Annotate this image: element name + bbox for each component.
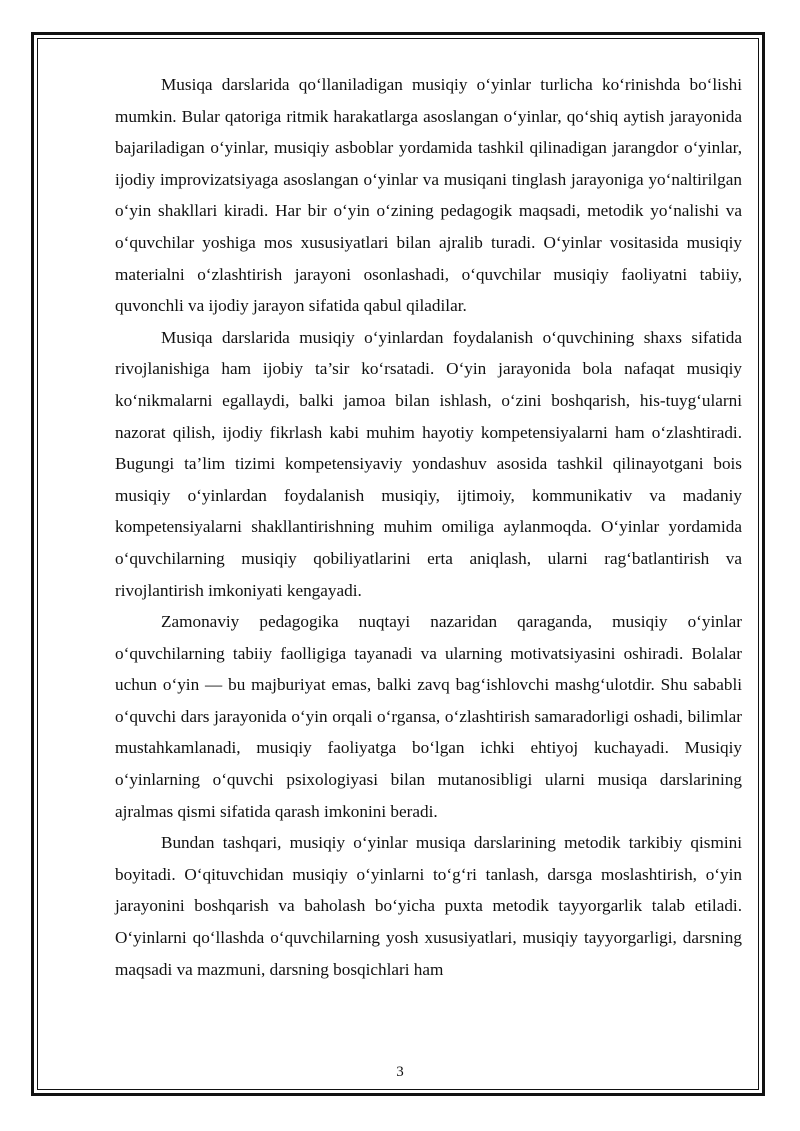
paragraph-1: Musiqa darslarida qo‘llaniladigan musiqiy o‘yinlar turlicha ko‘rinishda bo‘lishi mumkin. Bular qatoriga ritmik harakatlarga asoslangan o‘yinlar, qo‘shiq aytish jarayonida bajariladigan o‘yinlar, musiqiy asboblar yordamida tashkil qilinadigan jarangdor o‘yinlar, ijodiy improvizatsiyaga asoslangan o‘yinlar va musiqani tinglash jarayoniga yo‘naltirilgan o‘yin shakllari kiradi. Har bir o‘yin o‘zining pedagogik maqsadi, metodik yo‘nalishi va o‘quvchilar yoshiga mos xususiyatlari bilan ajralib turadi. O‘yinlar vositasida musiqiy materialni o‘zlashtirish jarayoni osonlashadi, o‘quvchilar musiqiy faoliyatni tabiiy, quvonchli va ijodiy jarayon sifatida qabul qiladilar. [115,75,742,316]
paragraph-2: Musiqa darslarida musiqiy o‘yinlardan foydalanish o‘quvchining shaxs sifatida rivojlanishiga ham ijobiy ta’sir ko‘rsatadi. O‘yin jarayonida bola nafaqat musiqiy ko‘nikmalarni egallaydi, balki jamoa bilan ishlash, o‘zini boshqarish, his-tuyg‘ularni nazorat qilish, ijodiy fikrlash kabi muhim hayotiy kompetensiyalarni ham o‘zlashtiradi. Bugungi ta’lim tizimi kompetensiyaviy yondashuv asosida tashkil qilinayotgani bois musiqiy o‘yinlardan foydalanish musiqiy, ijtimoiy, kommunikativ va madaniy kompetensiyalarni shakllantirishning muhim omiliga aylanmoqda. O‘yinlar yordamida o‘quvchilarning musiqiy qobiliyatlarini erta aniqlash, ularni rag‘batlantirish va rivojlantirish imkoniyati kengayadi. [115,327,742,600]
paragraph-4: Bundan tashqari, musiqiy o‘yinlar musiqa darslarining metodik tarkibiy qismini boyitadi. O‘qituvchidan musiqiy o‘yinlarni to‘g‘ri tanlash, darsga moslashtirish, o‘yin jarayonini boshqarish va baholash bo‘yicha puxta metodik tayyorgarlik talab etiladi. O‘yinlarni qo‘llashda o‘quvchilarning yosh xususiyatlari, musiqiy tayyorgarligi, darsning maqsadi va mazmuni, darsning bosqichlari ham [115,833,742,979]
page-number: 3 [396,1064,404,1080]
paragraph-3: Zamonaviy pedagogika nuqtayi nazaridan qaraganda, musiqiy o‘yinlar o‘quvchilarning tabiiy faolligiga tayanadi va ularning motivatsiyasini oshiradi. Bolalar uchun o‘yin — bu majburiyat emas, balki zavq bag‘ishlovchi mashg‘ulotdir. Shu sababli o‘quvchi dars jarayonida o‘yin orqali o‘rgansa, o‘zlashtirish samaradorligi oshadi, bilimlar mustahkamlanadi, musiqiy faoliyatga bo‘lgan ichki ehtiyoj kuchayadi. Musiqiy o‘yinlarning o‘quvchi psixologiyasi bilan mutanosibligi ularni musiqa darslarining ajralmas qismi sifatida qarash imkonini beradi. [115,612,742,821]
document-body [115,69,742,985]
